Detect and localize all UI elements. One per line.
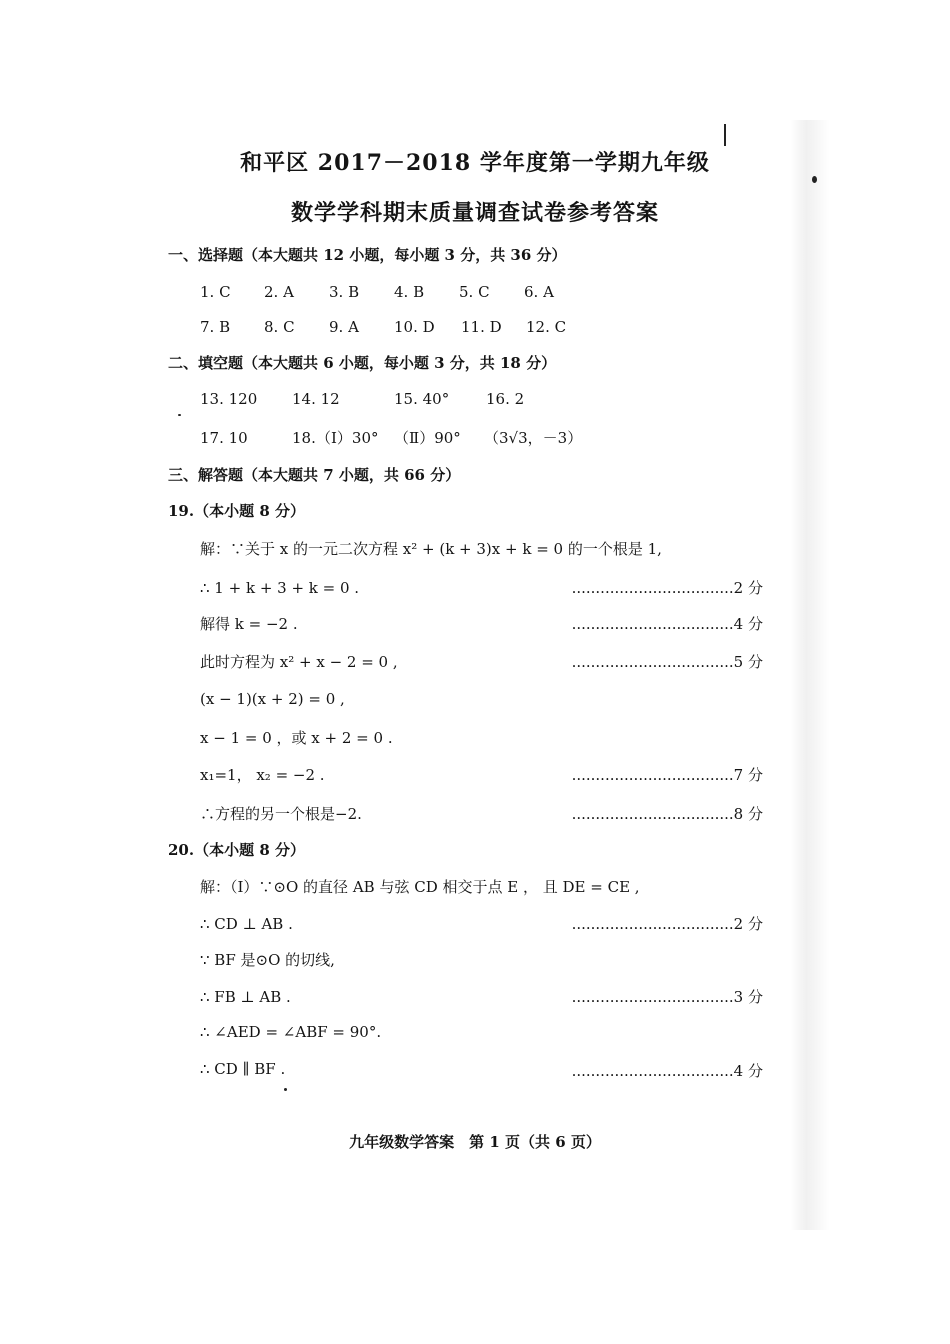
section-1-heading: 一、选择题（本大题共 12 小题，每小题 3 分，共 36 分）: [168, 246, 567, 264]
title-line-2: 数学学科期末质量调查试卷参考答案: [290, 200, 659, 226]
answer-item: 6. A: [524, 283, 554, 301]
page-footer: 九年级数学答案 第 1 页（共 6 页）: [349, 1133, 601, 1151]
score-marker: ..................................4 分: [571, 615, 763, 633]
scan-speck: [284, 1088, 287, 1091]
answer-item: 2. A: [264, 283, 294, 301]
scan-edge-shadow: [790, 120, 830, 1230]
solution-line: ∴ 1 + k + 3 + k = 0 .: [200, 579, 360, 597]
answer-18-part-2: （Ⅱ）90°: [394, 429, 461, 447]
score-marker: ..................................2 分: [571, 915, 763, 933]
answer-item: 5. C: [459, 283, 490, 301]
answer-item: 1. C: [200, 283, 231, 301]
solution-line: x − 1 = 0 ，或 x + 2 = 0 .: [200, 729, 393, 747]
score-marker: ..................................8 分: [571, 805, 763, 823]
solution-line: ∴ CD ∥ BF .: [200, 1060, 286, 1078]
section-3-heading: 三、解答题（本大题共 7 小题，共 66 分）: [168, 466, 461, 484]
answer-item: 10. D: [394, 318, 435, 336]
solution-line: ∴方程的另一个根是−2.: [200, 805, 362, 823]
answer-item: 8. C: [264, 318, 295, 336]
question-19-heading: 19.（本小题 8 分）: [168, 502, 305, 520]
answer-18-coordinate: （3√3，－3）: [484, 429, 583, 447]
answer-item: 15. 40°: [394, 390, 450, 408]
answer-item: 4. B: [394, 283, 425, 301]
answer-item: 3. B: [329, 283, 360, 301]
answer-item: 9. A: [329, 318, 359, 336]
title-line-1: 和平区 2017－2018 学年度第一学期九年级: [240, 150, 710, 176]
answer-item: 14. 12: [292, 390, 340, 408]
score-marker: ..................................5 分: [571, 653, 763, 671]
scan-speck: [178, 414, 181, 416]
score-marker: ..................................4 分: [571, 1062, 763, 1080]
scan-speck: [812, 176, 817, 183]
answer-item: 16. 2: [486, 390, 525, 408]
solution-line: ∴ FB ⊥ AB .: [200, 988, 291, 1006]
answer-18-number: 18.: [292, 429, 316, 447]
score-marker: ..................................3 分: [571, 988, 763, 1006]
solution-line: 解：∵关于 x 的一元二次方程 x² + (k + 3)x + k = 0 的一个根是 1,: [200, 540, 662, 558]
solution-line: ∵ BF 是⊙O 的切线,: [200, 951, 335, 969]
answer-item: 17. 10: [200, 429, 248, 447]
question-20-heading: 20.（本小题 8 分）: [168, 841, 305, 859]
solution-line: x₁=1， x₂ = −2 .: [200, 766, 325, 784]
answer-18-part-1: （Ⅰ）30°: [316, 429, 379, 447]
section-2-heading: 二、填空题（本大题共 6 小题，每小题 3 分，共 18 分）: [168, 354, 557, 372]
solution-line: (x − 1)(x + 2) = 0 ,: [200, 690, 345, 708]
score-marker: ..................................2 分: [571, 579, 763, 597]
solution-line: ∴ CD ⊥ AB .: [200, 915, 293, 933]
score-marker: ..................................7 分: [571, 766, 763, 784]
answer-item: 11. D: [461, 318, 502, 336]
solution-line: 解得 k = −2 .: [200, 615, 298, 633]
solution-line: 解：（Ⅰ）∵⊙O 的直径 AB 与弦 CD 相交于点 E ， 且 DE = CE ,: [200, 878, 640, 896]
answer-item: 13. 120: [200, 390, 258, 408]
answer-item: 12. C: [526, 318, 567, 336]
solution-line: ∴ ∠AED = ∠ABF = 90°.: [200, 1023, 382, 1041]
answer-item: 7. B: [200, 318, 231, 336]
solution-line: 此时方程为 x² + x − 2 = 0 ,: [200, 653, 398, 671]
scan-mark: [724, 124, 726, 146]
